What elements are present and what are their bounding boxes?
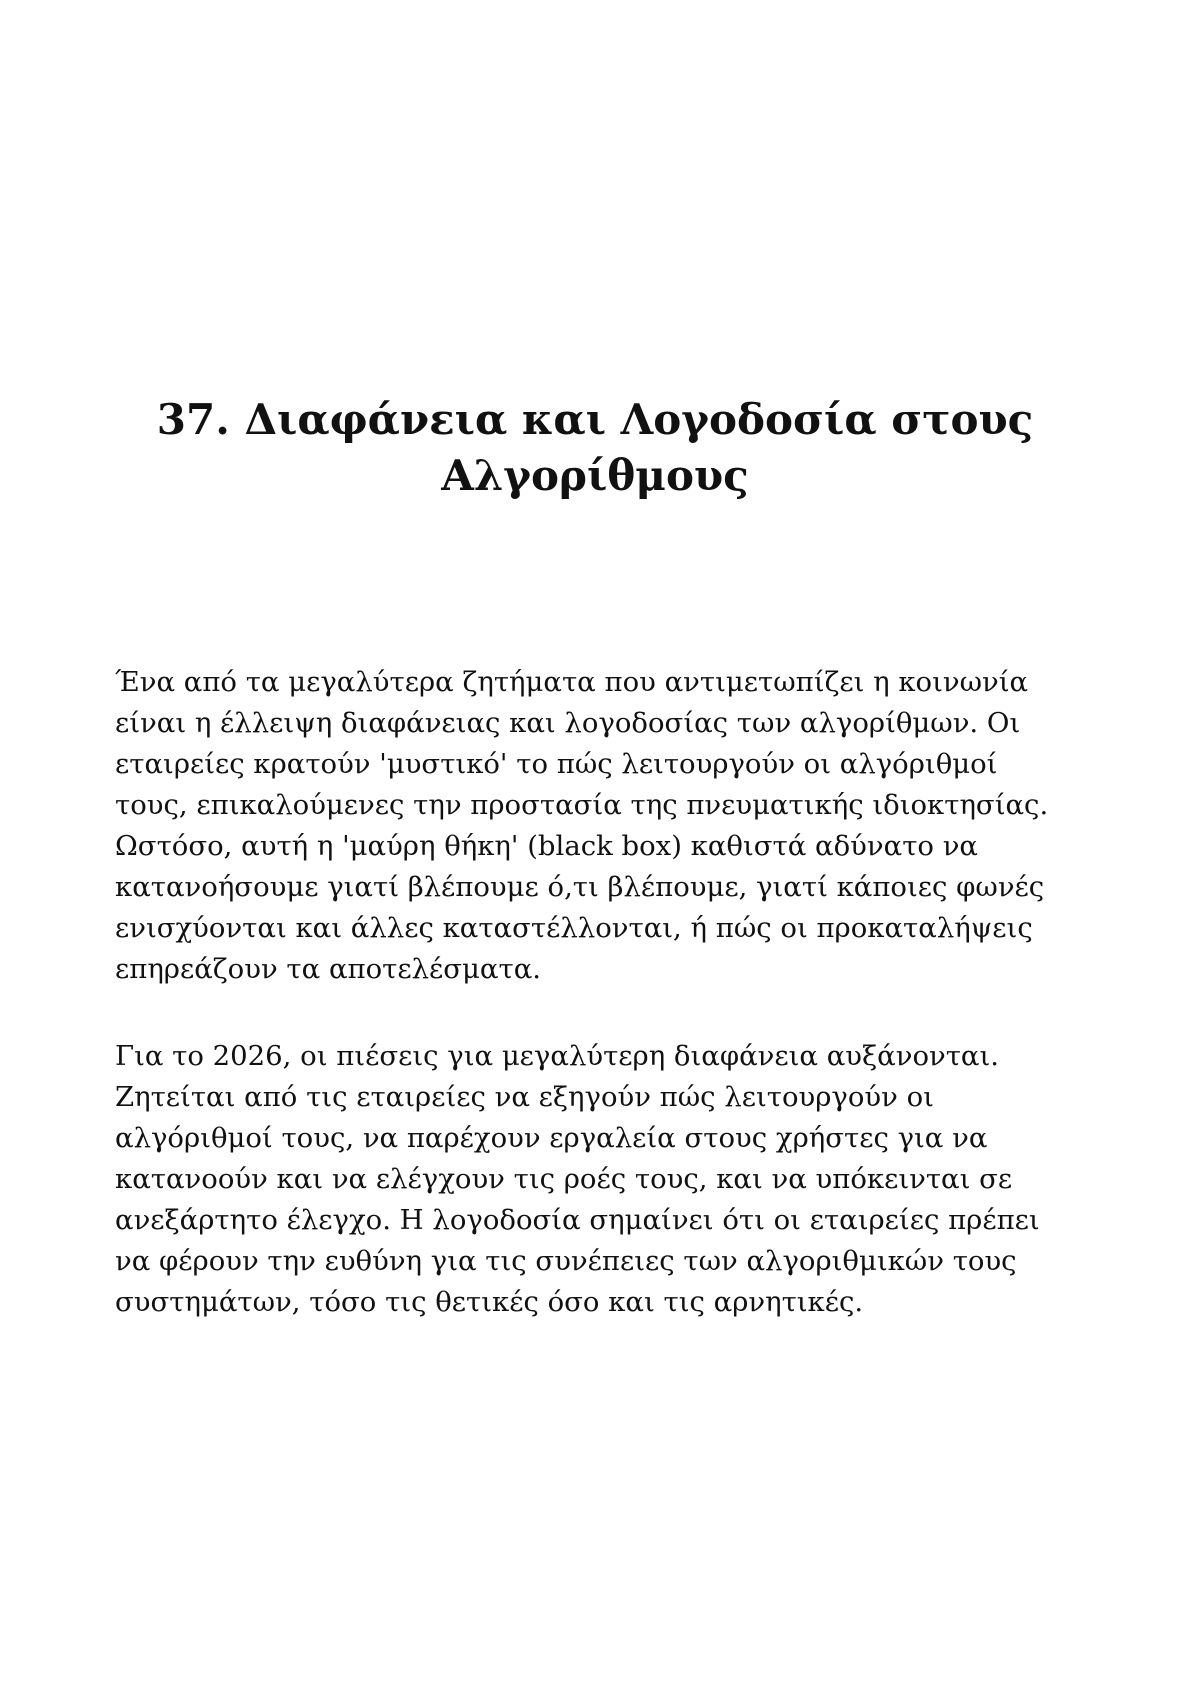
body-paragraph: Για το 2026, οι πιέσεις για μεγαλύτερη διαφάνεια αυξάνονται. Ζητείται από τις εταιρείες να εξηγούν πώς λειτουργούν οι αλγόριθμοί τους, να παρέχουν εργαλεία στους χρήστες για να κατανοούν και να ελέγχουν τις ροές τους, και να υπόκεινται σε ανεξάρτητο έλεγχο. Η λογοδοσία σημαίνει ότι οι εταιρείες πρέπει να φέρουν την ευθύνη για τις συνέπειες των αλγοριθμικών τους συστημάτων, τόσο τις θετικές όσο και τις αρνητικές. xyxy=(115,1040,1040,1318)
chapter-title: 37. Διαφάνεια και Λογοδοσία στους Αλγορίθμους xyxy=(156,395,1034,500)
chapter-body xyxy=(115,662,1075,1369)
body-paragraph: Ένα από τα μεγαλύτερα ζητήματα που αντιμετωπίζει η κοινωνία είναι η έλλειψη διαφάνειας και λογοδοσίας των αλγορίθμων. Οι εταιρείες κρατούν 'μυστικό' το πώς λειτουργούν οι αλγόριθμοί τους, επικαλούμενες την προστασία της πνευματικής ιδιοκτησίας. Ωστόσο, αυτή η 'μαύρη θήκη' (black box) καθιστά αδύνατο να κατανοήσουμε γιατί βλέπουμε ό,τι βλέπουμε, γιατί κάποιες φωνές ενισχύονται και άλλες καταστέλλονται, ή πώς οι προκαταλήψεις επηρεάζουν τα αποτελέσματα. xyxy=(115,666,1049,985)
